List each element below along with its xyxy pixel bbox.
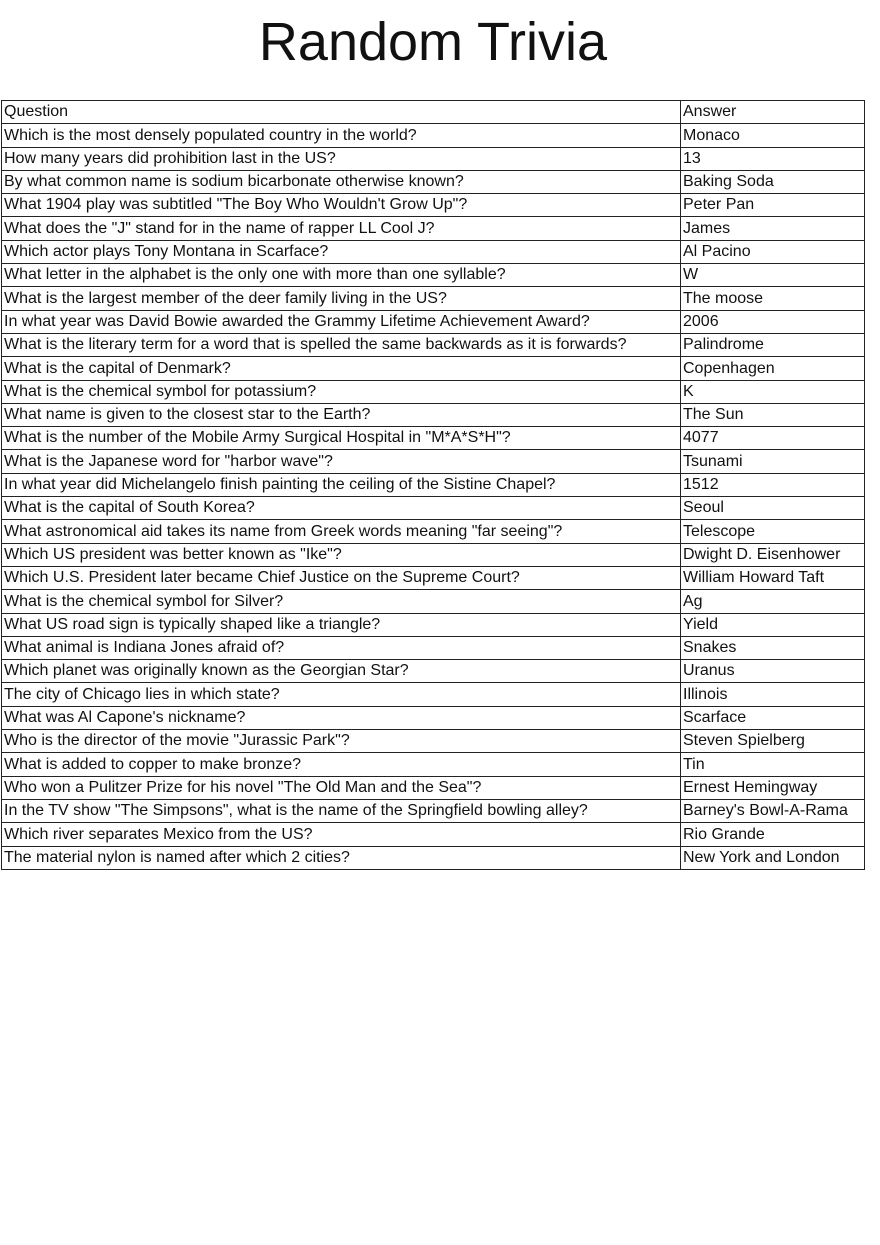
question-cell: What name is given to the closest star to the Earth?: [2, 403, 681, 426]
table-row: [2, 287, 865, 310]
answer-cell: Al Pacino: [681, 240, 865, 263]
question-cell: What is the number of the Mobile Army Surgical Hospital in "M*A*S*H"?: [2, 427, 681, 450]
question-cell: What is the largest member of the deer family living in the US?: [2, 287, 681, 310]
question-cell: What does the "J" stand for in the name of rapper LL Cool J?: [2, 217, 681, 240]
answer-cell: William Howard Taft: [681, 566, 865, 589]
answer-cell: Scarface: [681, 706, 865, 729]
page-title: Random Trivia: [258, 12, 608, 72]
table-row: [2, 566, 865, 589]
question-cell: What US road sign is typically shaped like a triangle?: [2, 613, 681, 636]
answer-cell: The Sun: [681, 403, 865, 426]
question-cell: In what year did Michelangelo finish painting the ceiling of the Sistine Chapel?: [2, 473, 681, 496]
table-row: [2, 124, 865, 147]
question-cell: What astronomical aid takes its name from Greek words meaning "far seeing"?: [2, 520, 681, 543]
question-cell: What is the chemical symbol for potassium?: [2, 380, 681, 403]
table-row: [2, 753, 865, 776]
table-row: [2, 217, 865, 240]
table-row: [2, 450, 865, 473]
question-cell: The city of Chicago lies in which state?: [2, 683, 681, 706]
question-cell: What is the capital of South Korea?: [2, 497, 681, 520]
question-cell: By what common name is sodium bicarbonate otherwise known?: [2, 170, 681, 193]
answer-cell: Dwight D. Eisenhower: [681, 543, 865, 566]
table-row: [2, 264, 865, 287]
answer-cell: Tsunami: [681, 450, 865, 473]
table-row: [2, 730, 865, 753]
answer-cell: Yield: [681, 613, 865, 636]
table-row: [2, 333, 865, 356]
answer-cell: Ag: [681, 590, 865, 613]
table-row: [2, 310, 865, 333]
answer-cell: Palindrome: [681, 333, 865, 356]
question-cell: Who is the director of the movie "Jurassic Park"?: [2, 730, 681, 753]
question-cell: What is the chemical symbol for Silver?: [2, 590, 681, 613]
table-row: [2, 543, 865, 566]
table-row: [2, 357, 865, 380]
question-cell: Which actor plays Tony Montana in Scarface?: [2, 240, 681, 263]
table-row: [2, 427, 865, 450]
table-row: [2, 240, 865, 263]
table-row: [2, 170, 865, 193]
table-row: [2, 846, 865, 869]
table-row: [2, 776, 865, 799]
table-row: [2, 147, 865, 170]
trivia-table: [1, 100, 865, 870]
question-cell: Which is the most densely populated country in the world?: [2, 124, 681, 147]
answer-cell: Ernest Hemingway: [681, 776, 865, 799]
answer-cell: The moose: [681, 287, 865, 310]
table-row: [2, 403, 865, 426]
table-row: [2, 823, 865, 846]
table-row: [2, 613, 865, 636]
question-cell: Which U.S. President later became Chief Justice on the Supreme Court?: [2, 566, 681, 589]
question-cell: What is the literary term for a word that is spelled the same backwards as it is forwards?: [2, 333, 681, 356]
table-row: [2, 660, 865, 683]
answer-cell: 4077: [681, 427, 865, 450]
answer-cell: Snakes: [681, 636, 865, 659]
table-row: [2, 683, 865, 706]
answer-cell: 1512: [681, 473, 865, 496]
question-cell: What was Al Capone's nickname?: [2, 706, 681, 729]
answer-cell: Copenhagen: [681, 357, 865, 380]
question-cell: Which planet was originally known as the Georgian Star?: [2, 660, 681, 683]
table-row: [2, 636, 865, 659]
answer-cell: Steven Spielberg: [681, 730, 865, 753]
question-cell: Which river separates Mexico from the US?: [2, 823, 681, 846]
answer-cell: 2006: [681, 310, 865, 333]
header-answer: Answer: [681, 101, 865, 124]
answer-cell: W: [681, 264, 865, 287]
question-cell: Who won a Pulitzer Prize for his novel "The Old Man and the Sea"?: [2, 776, 681, 799]
question-cell: In the TV show "The Simpsons", what is the name of the Springfield bowling alley?: [2, 799, 681, 822]
question-cell: What is the capital of Denmark?: [2, 357, 681, 380]
question-cell: What animal is Indiana Jones afraid of?: [2, 636, 681, 659]
answer-cell: Barney's Bowl-A-Rama: [681, 799, 865, 822]
answer-cell: New York and London: [681, 846, 865, 869]
question-cell: How many years did prohibition last in the US?: [2, 147, 681, 170]
answer-cell: Uranus: [681, 660, 865, 683]
table-row: [2, 380, 865, 403]
answer-cell: Baking Soda: [681, 170, 865, 193]
table-row: [2, 497, 865, 520]
table-header-row: [2, 101, 865, 124]
question-cell: Which US president was better known as "Ike"?: [2, 543, 681, 566]
table-row: [2, 520, 865, 543]
question-cell: What letter in the alphabet is the only one with more than one syllable?: [2, 264, 681, 287]
question-cell: What is added to copper to make bronze?: [2, 753, 681, 776]
answer-cell: Tin: [681, 753, 865, 776]
answer-cell: 13: [681, 147, 865, 170]
table-row: [2, 799, 865, 822]
table-row: [2, 194, 865, 217]
answer-cell: Rio Grande: [681, 823, 865, 846]
answer-cell: James: [681, 217, 865, 240]
answer-cell: K: [681, 380, 865, 403]
question-cell: What is the Japanese word for "harbor wave"?: [2, 450, 681, 473]
question-cell: The material nylon is named after which 2 cities?: [2, 846, 681, 869]
question-cell: In what year was David Bowie awarded the Grammy Lifetime Achievement Award?: [2, 310, 681, 333]
table-row: [2, 706, 865, 729]
answer-cell: Illinois: [681, 683, 865, 706]
answer-cell: Telescope: [681, 520, 865, 543]
answer-cell: Monaco: [681, 124, 865, 147]
table-row: [2, 590, 865, 613]
header-question: Question: [2, 101, 681, 124]
answer-cell: Seoul: [681, 497, 865, 520]
table-row: [2, 473, 865, 496]
question-cell: What 1904 play was subtitled "The Boy Who Wouldn't Grow Up"?: [2, 194, 681, 217]
answer-cell: Peter Pan: [681, 194, 865, 217]
